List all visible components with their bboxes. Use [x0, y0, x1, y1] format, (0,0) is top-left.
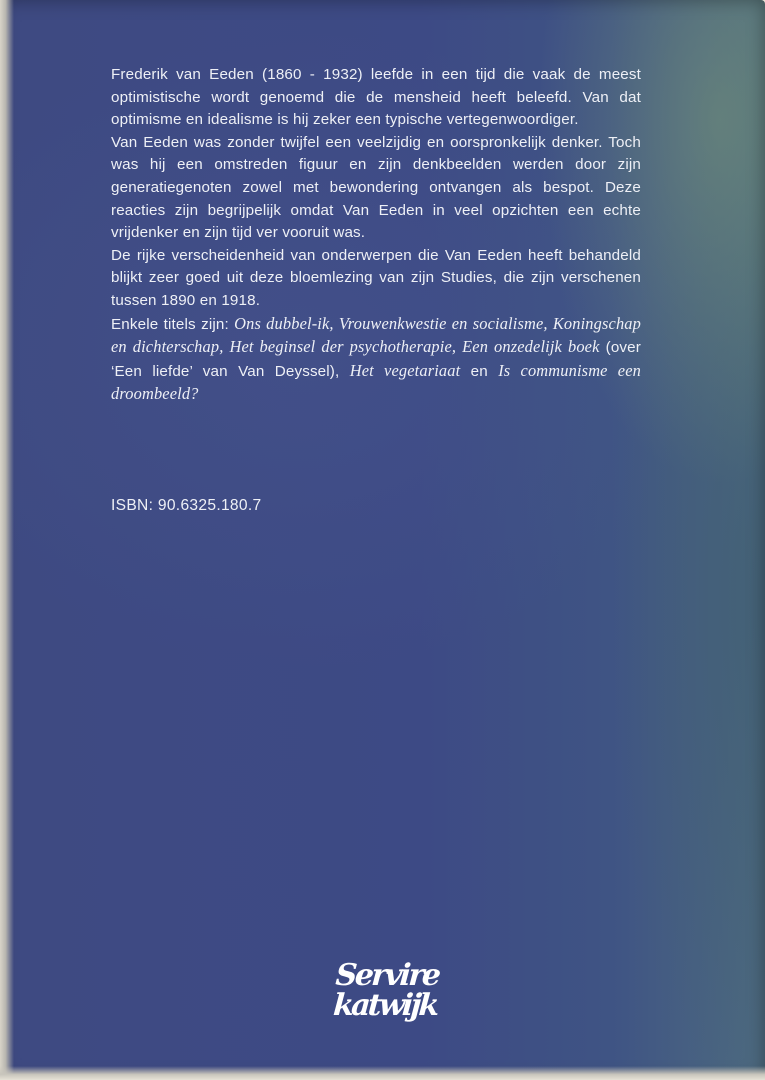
cover-bottom-edge [0, 1066, 765, 1080]
titles-and: en [460, 362, 499, 380]
titles-list-2: Het vegetariaat [349, 360, 461, 380]
blurb-paragraph-1: Frederik van Eeden (1860 - 1932) leefde in een tijd die vaak de meest optimistische wordt genoemd die de mensheid heeft beleefd. Van dat optimisme en idealisme is hij zeker een typische vertegenwoordiger. [111, 66, 641, 129]
publisher-logo-line-2: katwijk [332, 988, 438, 1023]
blurb-paragraph-titles [111, 313, 641, 407]
isbn-number: ISBN: 90.6325.180.7 [111, 497, 262, 514]
blurb-paragraph-3: De rijke verscheidenheid van onderwerpen die Van Eeden heeft behandeld blijkt zeer goed uit deze bloemlezing van zijn Studies, die zijn verschenen tussen 1890 en 1918. [111, 246, 641, 309]
cover-left-edge [0, 0, 14, 1080]
publisher-logo [316, 958, 456, 1023]
blurb-paragraph-2: Van Eeden was zonder twijfel een veelzijdig en oorspronkelijk denker. Toch was hij een omstreden figuur en zijn denkbeelden werden door zijn generatiegenoten zowel met bewondering ontvangen als bespot. Deze reacties zijn begrijpelijk omdat Van Eeden in veel opzichten een echte vrijdenker en zijn tijd ver vooruit was. [111, 133, 641, 242]
titles-list-1: Ons dubbel-ik, Vrouwenkwestie en socialisme, Koningschap en dichterschap, Het beginsel der psychotherapie, Een onzedelijk boek [111, 313, 641, 357]
titles-list-3: Is communisme een droombeeld? [111, 360, 641, 404]
blurb-text [111, 64, 641, 407]
publisher-logo-line-1: Servire [334, 958, 440, 993]
titles-intro: Enkele titels zijn: [111, 315, 235, 333]
titles-note: (over ‘Een liefde’ van Van Deyssel), [111, 339, 641, 380]
